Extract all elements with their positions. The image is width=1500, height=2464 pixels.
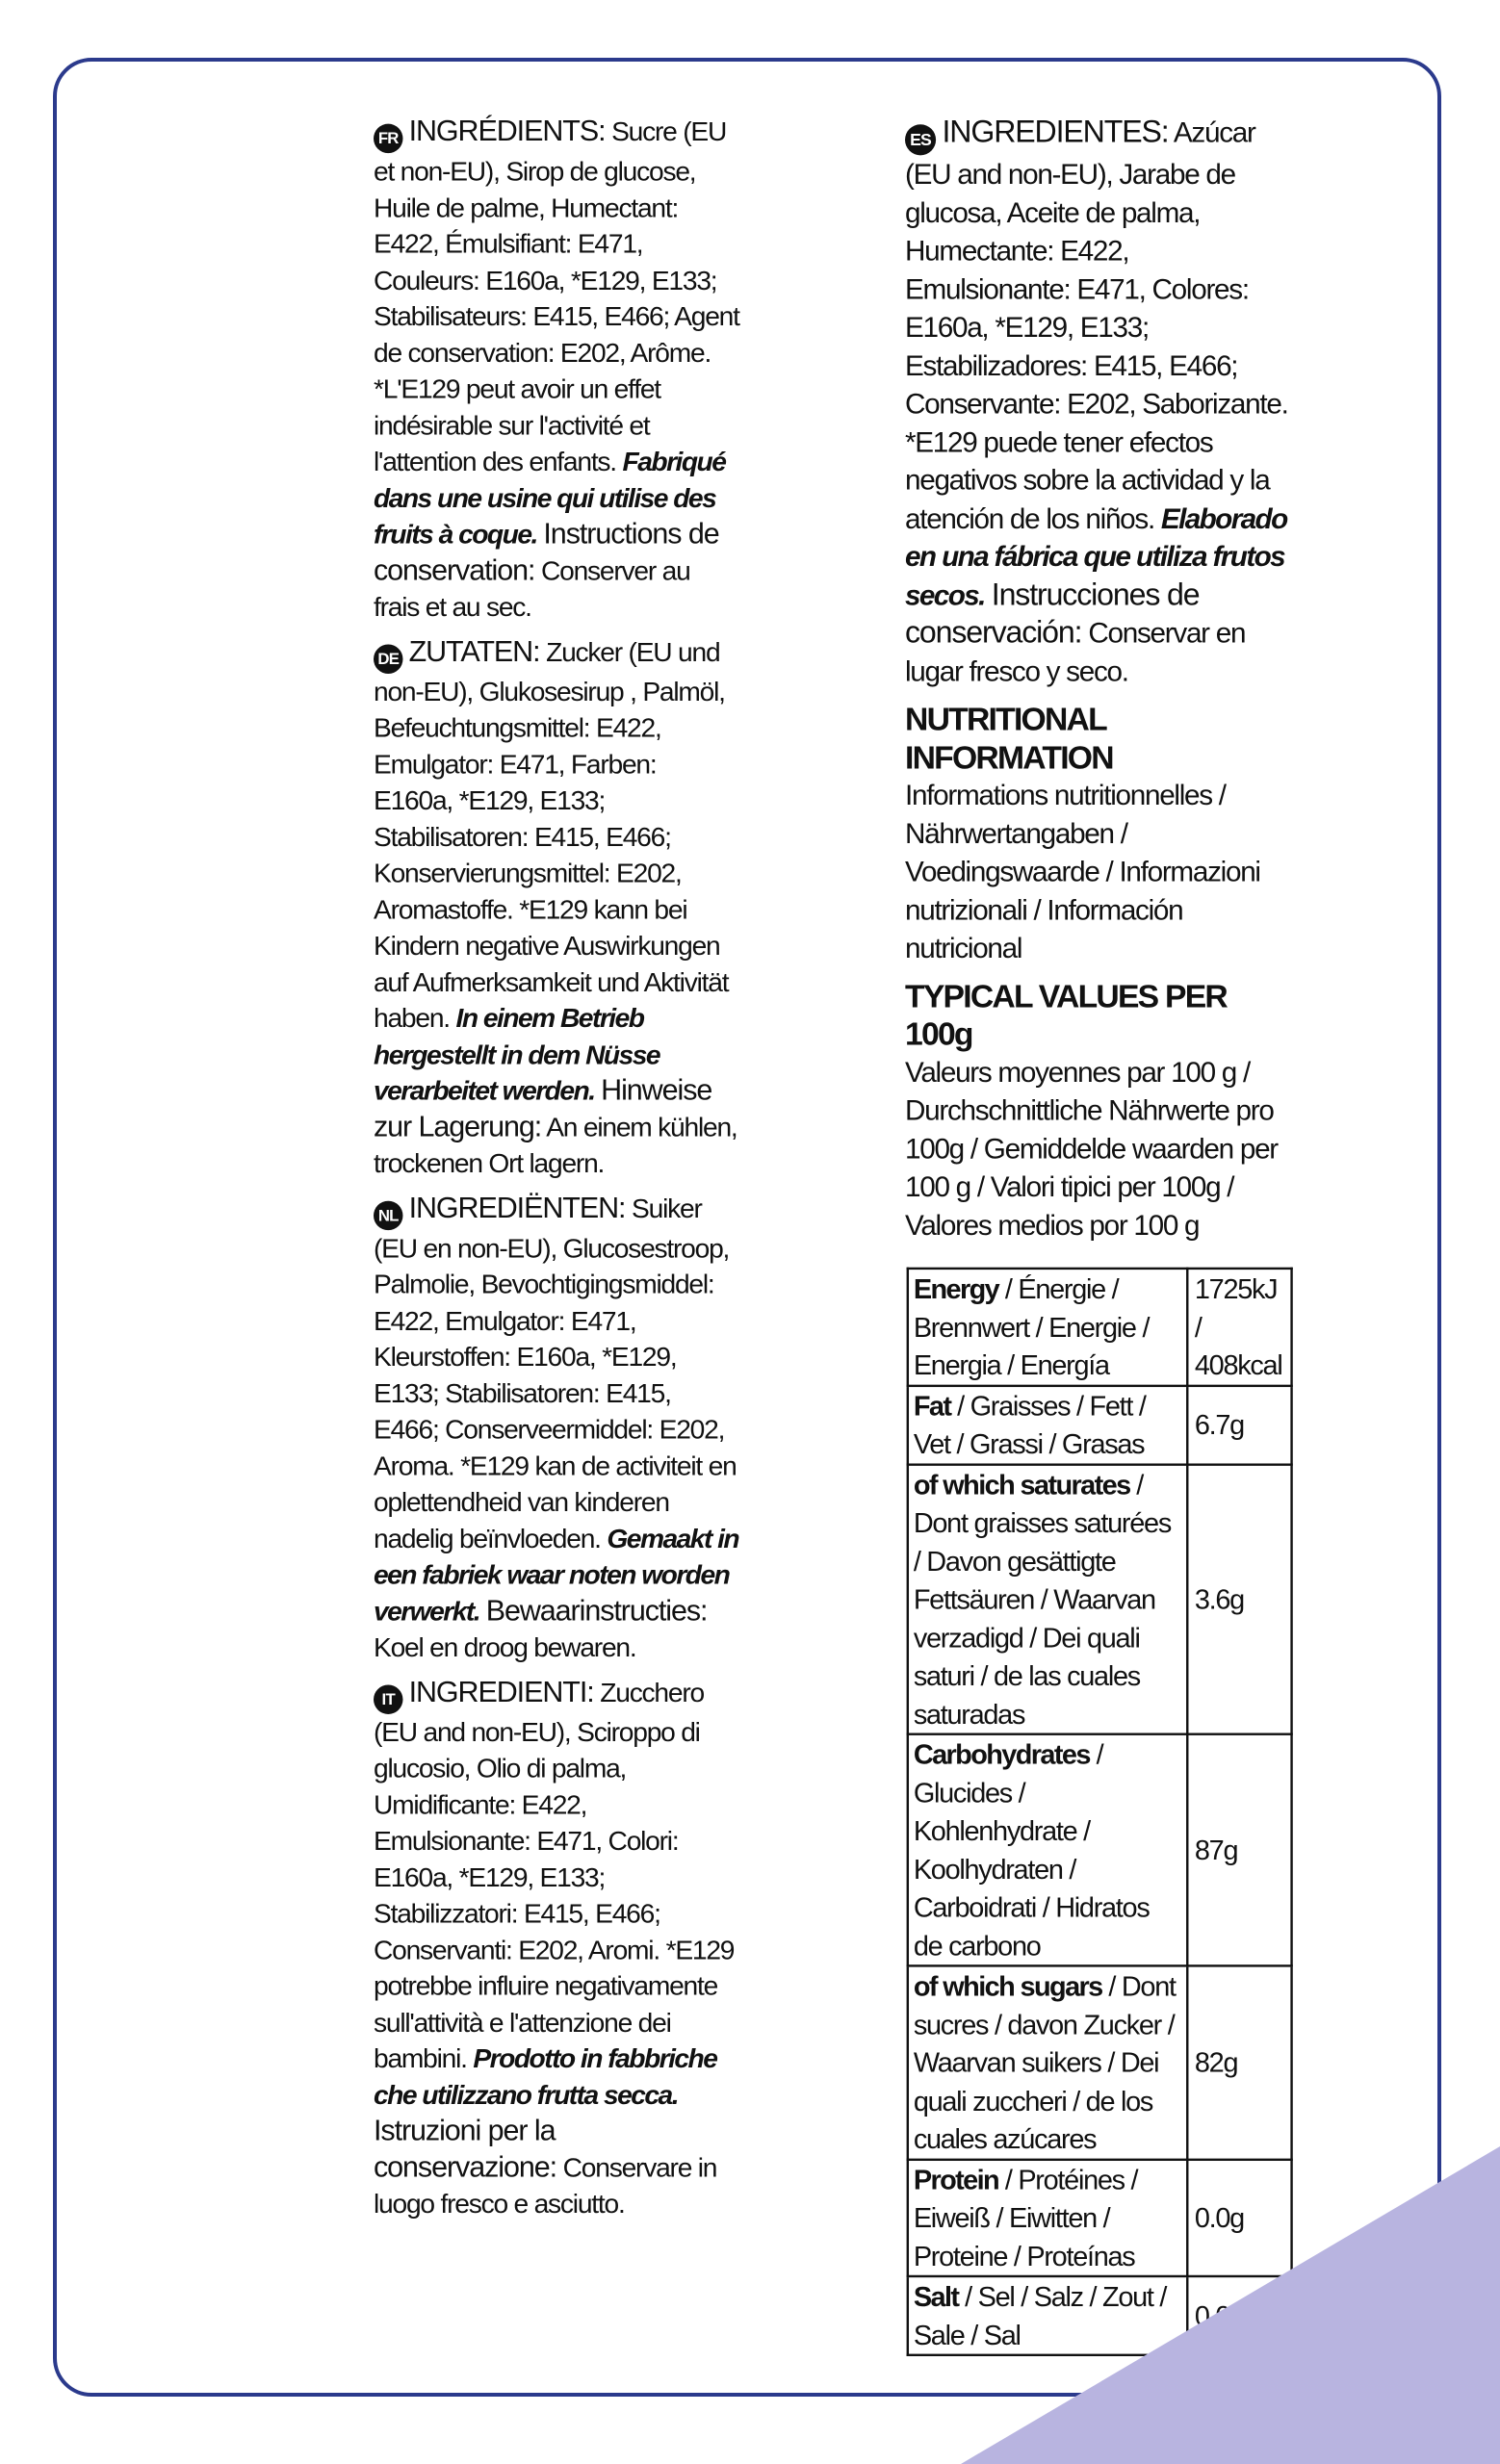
ingredients-text: Suiker (EU en non-EU), Glucosestroop, Palmolie, Bevochtigingsmiddel: E422, Emulgator: E471, Kleurstoffen: E160a, *E129, E133; Stabilisatoren: E415, E466; Conserveermiddel: E202, Aroma. *E129 kan de activiteit en oplettendheid van kinderen nadelig beïnvloeden. [374,1193,737,1553]
nutrient-value: 0.0g [1187,2276,1291,2355]
storage-text: Conservar en lugar fresco y seco. [905,617,1246,687]
nutrient-cell [908,1965,1187,2159]
storage-label: Instrucciones de conservación: [905,577,1200,650]
nutrition-title: NUTRITIONAL INFORMATION [905,700,1113,776]
section-heading: INGREDIENTES: [942,115,1169,149]
nutrient-cell [908,1464,1187,1733]
ingredients-text: Zucker (EU und non-EU), Glukosesirup , Palmöl, Befeuchtungsmittel: E422, Emulgator: E471, Farben: E160a, *E129, E133; Stabilisatoren: E415, E466; Konservierungsmittel: E202, Aromastoffe. *E129 kann bei Kindern negative Auswirkungen auf Aufmerksamkeit und Aktivität haben. [374,636,729,1034]
storage-label: Bewaarinstructies: [485,1594,708,1627]
ingredients-nl [374,1191,740,1666]
nutrient-label: Carbohydrates [913,1738,1090,1771]
nutrition-row-fat [908,1385,1292,1464]
ingredients-es [905,114,1299,690]
nutrient-label: Fat [913,1389,951,1422]
nutrient-translations: / Dont graisses saturées / Davon gesättigte Fettsäuren / Waarvan verzadigd / Dei quali saturi / de las cuales saturadas [913,1468,1171,1730]
section-heading: INGREDIËNTEN: [408,1192,626,1224]
nutrient-cell [908,1734,1187,1966]
nutrient-translations: / Protéines / Eiweiß / Eiwitten / Proteine / Proteínas [913,2163,1138,2272]
storage-text: An einem kühlen, trockenen Ort lagern. [374,1112,737,1179]
allergen-warning: Fabriqué dans une usine qui utilise des fruits à coque. [374,446,726,550]
storage-text: Conserver au frais et au sec. [374,554,690,622]
nutrient-value: 87g [1187,1734,1291,1966]
storage-text: Koel en droog bewaren. [374,1631,636,1662]
nutrition-header [905,700,1299,967]
ingredients-text: Azúcar (EU and non-EU), Jarabe de glucosa, Aceite de palma, Humectante: E422, Emulsionante: E471, Colores: E160a, *E129, E133; Estabilizadores: E415, E466; Conservante: E202, Saborizante. *E129 puede tener efectos negativos sobre la actividad y la atención de los niños. [905,116,1288,534]
typical-values-subtitle: Valeurs moyennes par 100 g / Durchschnittliche Nährwerte pro 100g / Gemiddelde waarden per 100 g / Valori tipici per 100g / Valores medios por 100 g [905,1056,1278,1242]
storage-label: Instructions de conservation: [374,517,719,586]
language-badge-fr: FR [374,124,402,153]
section-heading: INGRÉDIENTS: [408,115,606,148]
nutrition-row-sugars [908,1965,1292,2159]
ingredients-text: Zucchero (EU and non-EU), Sciroppo di glucosio, Olio di palma, Umidificante: E422, Emulsionante: E471, Colori: E160a, *E129, E133; Stabilizzatori: E415, E466; Conservanti: E202, Aromi. *E129 potrebbe influire negativamente sull'attività e l'attenzione dei bambini. [374,1677,735,2074]
storage-label: Istruzioni per la conservazione: [374,2114,557,2184]
nutrient-value: 82g [1187,1965,1291,2159]
nutrient-value: 6.7g [1187,1385,1291,1464]
language-badge-de: DE [374,644,402,673]
language-badge-es: ES [905,124,936,155]
nutrient-translations: / Énergie / Brennwert / Energie / Energia / Energía [913,1272,1150,1381]
nutrition-row-saturates [908,1464,1292,1733]
ingredients-de [374,633,740,1181]
ingredients-column-left [374,114,740,2231]
allergen-warning: Elaborado en una fábrica que utiliza frutos secos. [905,501,1287,611]
nutrient-translations: / Graisses / Fett / Vet / Grassi / Grasas [913,1389,1146,1460]
typical-values-title: TYPICAL VALUES PER 100g [905,977,1227,1052]
nutrition-row-carbohydrates [908,1734,1292,1966]
allergen-warning: In einem Betrieb hergestellt in dem Nüsse verarbeitet werden. [374,1003,660,1106]
nutrient-value: 1725kJ / 408kcal [1187,1269,1291,1386]
typical-values-header [905,977,1299,1245]
nutrient-cell [908,1385,1187,1464]
nutrition-row-energy [908,1269,1292,1386]
nutrient-cell [908,1269,1187,1386]
nutrient-label: of which sugars [913,1969,1102,2002]
nutrient-translations: / Sel / Salz / Zout / Sale / Sal [913,2280,1167,2350]
allergen-warning: Gemaakt in een fabriek waar noten worden verwerkt. [374,1523,739,1627]
nutrient-translations: / Dont sucres / davon Zucker / Waarvan suikers / Dei quali zuccheri / de los cuales azúcares [913,1969,1176,2155]
section-heading: ZUTATEN: [408,635,540,668]
nutrient-label: Protein [913,2163,999,2195]
language-badge-it: IT [374,1684,402,1713]
nutrition-subtitle: Informations nutritionnelles / Nährwertangaben / Voedingswaarde / Informazioni nutrizionali / Información nutricional [905,779,1260,964]
section-heading: INGREDIENTI: [408,1675,594,1708]
ingredients-column-right [905,114,1299,2356]
nutrient-translations: / Glucides / Kohlenhydrate / Koolhydraten / Carboidrati / Hidratos de carbono [913,1738,1150,1962]
nutrient-value: 3.6g [1187,1464,1291,1733]
storage-label: Hinweise zur Lagerung: [374,1073,712,1143]
ingredients-fr [374,114,740,625]
ingredients-it [374,1674,740,2221]
nutrient-label: of which saturates [913,1468,1130,1501]
decorative-corner [961,2146,1500,2464]
language-badge-nl: NL [374,1200,402,1229]
nutrient-value: 0.0g [1187,2159,1291,2276]
storage-text: Conservare in luogo fresco e asciutto. [374,2152,717,2220]
ingredients-text: Sucre (EU et non-EU), Sirop de glucose, Huile de palme, Humectant: E422, Émulsifiant: E471, Couleurs: E160a, *E129, E133; Stabilisateurs: E415, E466; Agent de conservation: E202, Arôme. *L'E129 peut avoir un effet indésirable sur l'activité et l'attention des enfants. [374,116,739,477]
nutrient-label: Energy [913,1272,999,1305]
allergen-warning: Prodotto in fabbriche che utilizzano frutta secca. [374,2042,717,2110]
nutrient-label: Salt [913,2280,959,2313]
